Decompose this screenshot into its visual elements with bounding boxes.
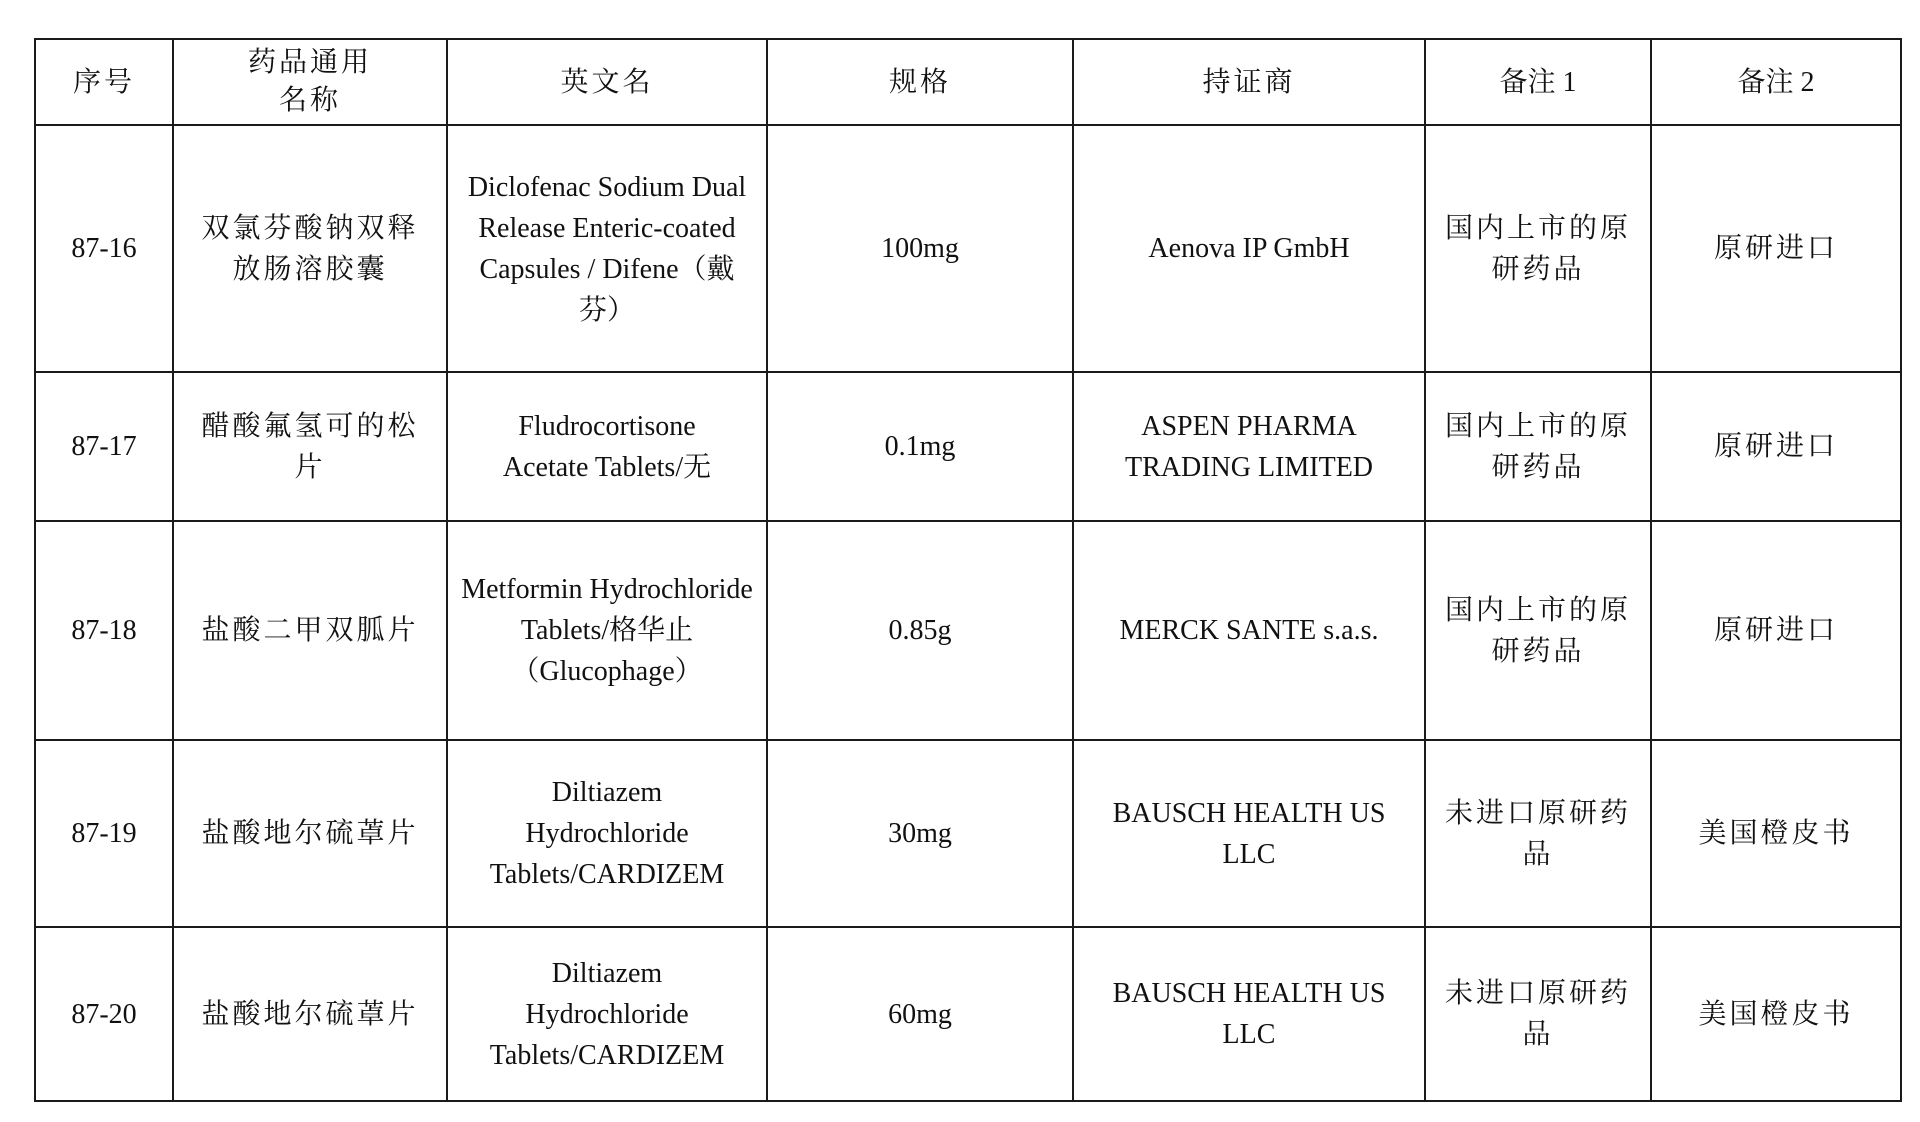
- cell-note1: 未进口原研药品: [1425, 740, 1651, 927]
- header-holder: 持证商: [1073, 39, 1425, 125]
- cell-index: 87-16: [35, 125, 173, 372]
- cell-spec: 60mg: [767, 927, 1073, 1101]
- table-row: [35, 927, 1901, 1101]
- table-row: [35, 125, 1901, 372]
- cell-index: 87-18: [35, 521, 173, 740]
- header-index: 序号: [35, 39, 173, 125]
- cell-note1: 国内上市的原研药品: [1425, 125, 1651, 372]
- cell-generic-name: 双氯芬酸钠双释放肠溶胶囊: [173, 125, 447, 372]
- drug-list-table-container: [34, 38, 1900, 1102]
- cell-english-name: Diltiazem Hydrochloride Tablets/CARDIZEM: [447, 740, 767, 927]
- table-row: [35, 521, 1901, 740]
- header-note1: 备注 1: [1425, 39, 1651, 125]
- cell-note2: 美国橙皮书: [1651, 927, 1901, 1101]
- header-row: [35, 39, 1901, 125]
- cell-generic-name: 盐酸地尔硫䓬片: [173, 740, 447, 927]
- header-generic-name: [173, 39, 447, 125]
- cell-index: 87-19: [35, 740, 173, 927]
- cell-holder: MERCK SANTE s.a.s.: [1073, 521, 1425, 740]
- header-note2: 备注 2: [1651, 39, 1901, 125]
- cell-english-name: Diclofenac Sodium Dual Release Enteric-coated Capsules / Difene（戴芬）: [447, 125, 767, 372]
- header-generic-name-text: 药品通用 名称: [247, 47, 372, 116]
- cell-spec: 0.85g: [767, 521, 1073, 740]
- cell-holder: Aenova IP GmbH: [1073, 125, 1425, 372]
- cell-spec: 100mg: [767, 125, 1073, 372]
- cell-spec: 30mg: [767, 740, 1073, 927]
- cell-index: 87-17: [35, 372, 173, 521]
- cell-english-name: Metformin Hydrochloride Tablets/格华止（Glucophage）: [447, 521, 767, 740]
- cell-spec: 0.1mg: [767, 372, 1073, 521]
- cell-holder: ASPEN PHARMA TRADING LIMITED: [1073, 372, 1425, 521]
- drug-list-table: [34, 38, 1902, 1102]
- header-spec: 规格: [767, 39, 1073, 125]
- cell-english-name: Fludrocortisone Acetate Tablets/无: [447, 372, 767, 521]
- cell-generic-name: 盐酸地尔硫䓬片: [173, 927, 447, 1101]
- cell-english-name: Diltiazem Hydrochloride Tablets/CARDIZEM: [447, 927, 767, 1101]
- cell-generic-name: 盐酸二甲双胍片: [173, 521, 447, 740]
- cell-note1: 国内上市的原研药品: [1425, 372, 1651, 521]
- cell-generic-name: 醋酸氟氢可的松片: [173, 372, 447, 521]
- cell-note2: 原研进口: [1651, 521, 1901, 740]
- cell-note1: 未进口原研药品: [1425, 927, 1651, 1101]
- cell-holder: BAUSCH HEALTH US LLC: [1073, 740, 1425, 927]
- cell-note2: 原研进口: [1651, 372, 1901, 521]
- cell-note2: 美国橙皮书: [1651, 740, 1901, 927]
- table-row: [35, 740, 1901, 927]
- cell-index: 87-20: [35, 927, 173, 1101]
- cell-note2: 原研进口: [1651, 125, 1901, 372]
- table-row: [35, 372, 1901, 521]
- header-english-name: 英文名: [447, 39, 767, 125]
- cell-holder: BAUSCH HEALTH US LLC: [1073, 927, 1425, 1101]
- cell-note1: 国内上市的原研药品: [1425, 521, 1651, 740]
